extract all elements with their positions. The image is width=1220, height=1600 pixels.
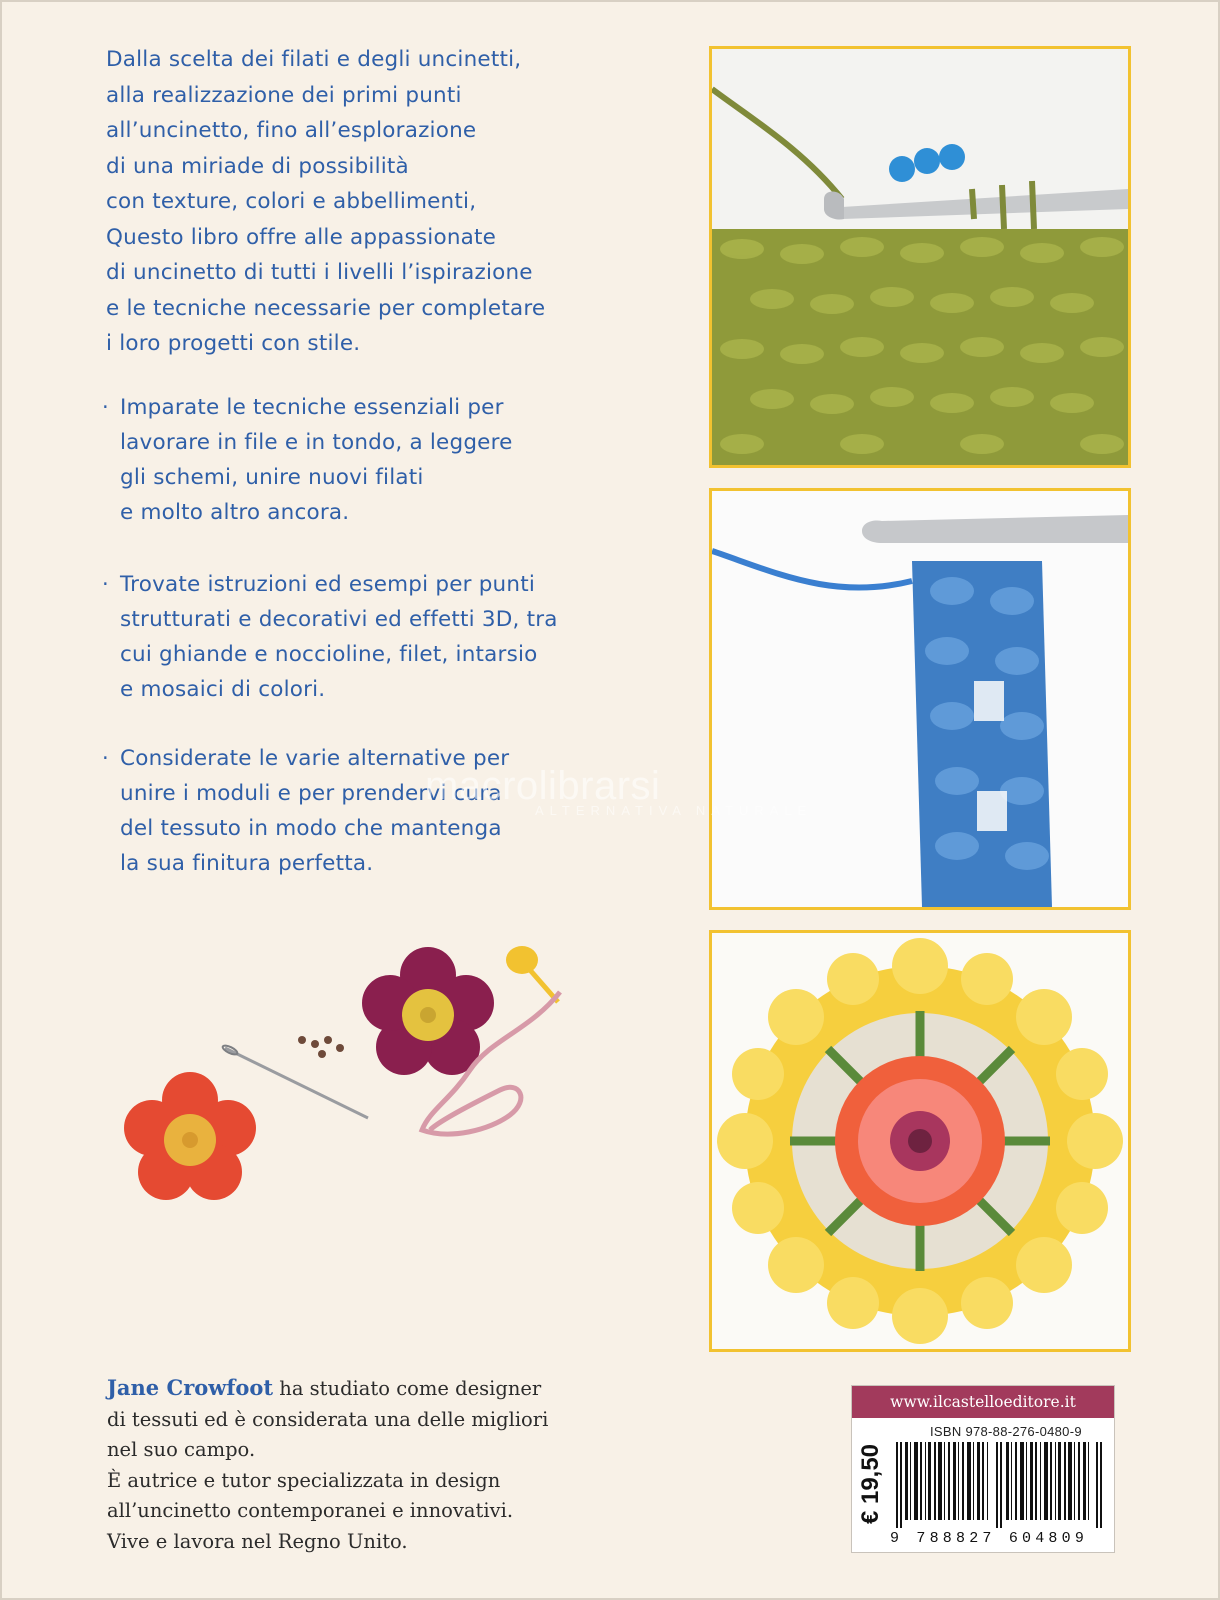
- intro-line: Questo libro offre alle appassionate: [106, 224, 497, 250]
- intro-line: di uncinetto di tutti i livelli l’ispirazione: [106, 260, 533, 285]
- intro-line: con texture, colori e abbellimenti,: [106, 189, 477, 214]
- bio-first-line-rest: ha studiato come designer: [273, 1377, 542, 1400]
- bio-line: all’uncinetto contemporanei e innovativi.: [107, 1499, 514, 1522]
- author-name: Jane Crowfoot: [107, 1375, 274, 1400]
- barcode-number: 9 788827 604809: [890, 1530, 1089, 1547]
- bullet-dot: ·: [102, 572, 109, 596]
- watermark: [425, 764, 812, 818]
- barcode-bars: [896, 1442, 1106, 1528]
- intro-line: e le tecniche necessarie per completare: [106, 295, 546, 321]
- price-label: [854, 1420, 888, 1548]
- intro-paragraph: [106, 42, 626, 362]
- bullet-line: e molto altro ancora.: [120, 500, 350, 525]
- green-swatch-illustration: [712, 49, 1128, 465]
- crochet-flowers-illustration: [110, 940, 580, 1230]
- bullet-line: unire i moduli e per prendervi cura: [120, 781, 502, 806]
- intro-line: i loro progetti con stile.: [106, 331, 361, 356]
- bio-first-line: [107, 1373, 607, 1405]
- bio-line: nel suo campo.: [107, 1438, 256, 1461]
- bullet-line: lavorare in file e in tondo, a leggere: [120, 430, 513, 455]
- watermark-name: macrolibrarsi: [425, 764, 661, 808]
- bullet-line: la sua finitura perfetta.: [120, 851, 374, 876]
- bullet-dot: ·: [102, 395, 109, 419]
- isbn-label: ISBN 978-88-276-0480-9: [930, 1424, 1082, 1439]
- bullet-line: strutturati e decorativi ed effetti 3D, tra: [120, 607, 558, 632]
- bio-line: È autrice e tutor specializzata in design: [107, 1468, 501, 1492]
- bullet-line: Considerate le varie alternative per: [120, 746, 510, 771]
- bio-line: Vive e lavora nel Regno Unito.: [107, 1529, 408, 1553]
- intro-line: alla realizzazione dei primi punti: [106, 82, 462, 108]
- barcode-box: [851, 1385, 1115, 1553]
- intro-line: di una miriade di possibilità: [106, 153, 409, 179]
- photo-blue-strip: [709, 488, 1131, 910]
- bullet-techniques: [100, 390, 600, 530]
- bullet-stitches: [100, 567, 600, 707]
- intro-line: all’uncinetto, fino all’esplorazione: [106, 118, 477, 143]
- publisher-url: www.ilcastelloeditore.it: [852, 1386, 1114, 1418]
- bullet-line: gli schemi, unire nuovi filati: [120, 465, 424, 490]
- bullet-line: Trovate istruzioni ed esempi per punti: [120, 572, 536, 597]
- bullet-dot: ·: [102, 746, 109, 770]
- intro-line: Dalla scelta dei filati e degli uncinetti,: [106, 47, 522, 72]
- bio-line: di tessuti ed è considerata una delle migliori: [107, 1407, 549, 1431]
- photo-crochet-mandala: [709, 930, 1131, 1352]
- bullet-line: del tessuto in modo che mantenga: [120, 816, 502, 841]
- mandala-illustration: [712, 933, 1128, 1349]
- bullet-line: Imparate le tecniche essenziali per: [120, 395, 504, 420]
- author-bio: [107, 1373, 607, 1557]
- price-value: € 19,50: [857, 1443, 884, 1525]
- photo-green-swatch: [709, 46, 1131, 468]
- watermark-tagline: ALTERNATIVA NATURALE: [535, 803, 813, 818]
- blue-strip-illustration: [712, 491, 1128, 907]
- bullet-line: e mosaici di colori.: [120, 677, 326, 702]
- bullet-line: cui ghiande e noccioline, filet, intarsio: [120, 642, 538, 667]
